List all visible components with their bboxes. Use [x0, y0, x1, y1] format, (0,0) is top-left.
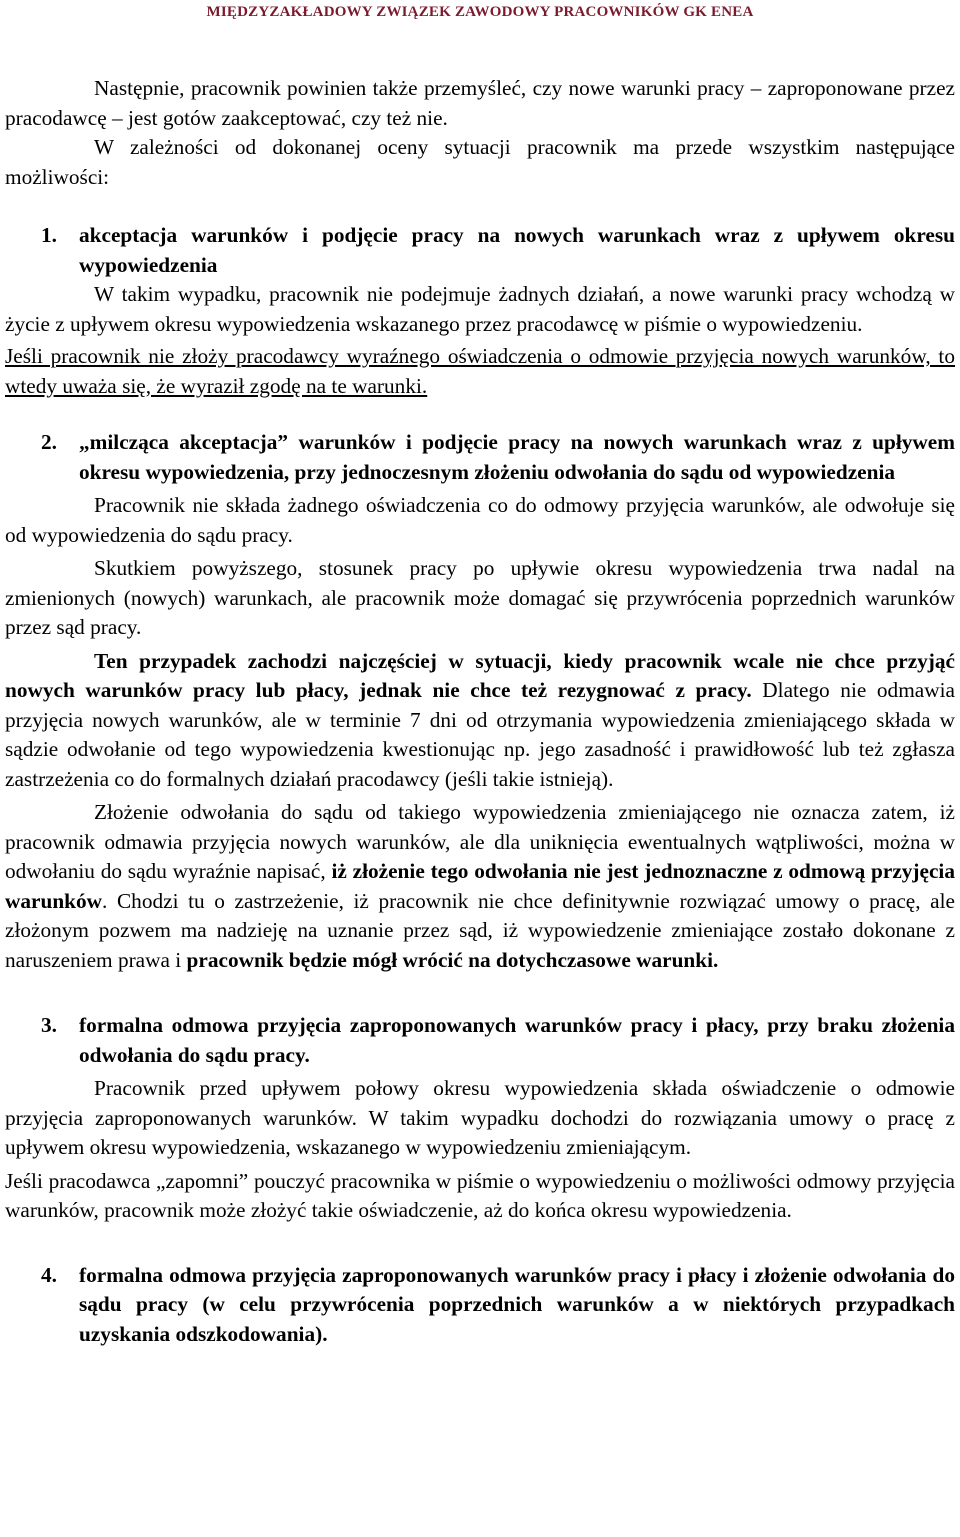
list-item-heading-text: formalna odmowa przyjęcia zaproponowanych warunków pracy i płacy i złożenie odwołania do sądu pracy (w celu przywrócenia poprzednich warunków a w niektórych przypadkach uzyskania odszkodowania). [79, 1262, 955, 1346]
item-3-paragraph-2: Jeśli pracodawca „zapomni” pouczyć pracownika w piśmie o wypowiedzeniu o możliwości odmowy przyjęcia warunków, pracownik może złożyć takie oświadczenie, aż do końca okresu wypowiedzenia. [5, 1168, 955, 1222]
list-item-4-heading [5, 1261, 955, 1350]
list-item-2-heading [5, 428, 955, 487]
intro-paragraph-2: W zależności od dokonanej oceny sytuacji pracownik ma przede wszystkim następujące możliwości: [5, 135, 955, 189]
list-item-heading-text: akceptacja warunków i podjęcie pracy na nowych warunkach wraz z upływem okresu wypowiedzenia [79, 223, 955, 277]
list-item-heading-text: formalna odmowa przyjęcia zaproponowanych warunków pracy i płacy, przy braku złożenia odwołania do sądu pracy. [79, 1013, 955, 1067]
list-item-3-heading [5, 1011, 955, 1070]
item-2-paragraph-3 [5, 647, 955, 795]
document-body [5, 74, 955, 1349]
list-item-number: 1. [41, 223, 57, 247]
item-1-paragraph-1: W takim wypadku, pracownik nie podejmuje żadnych działań, a nowe warunki pracy wchodzą w życie z upływem okresu wypowiedzenia wskazanego przez pracodawcę w piśmie o wypowiedzeniu. [5, 282, 955, 336]
item-1-paragraph-2: Jeśli pracownik nie złoży pracodawcy wyraźnego oświadczenia o odmowie przyjęcia nowych warunków, to wtedy uważa się, że wyraził zgodę na te warunki. [5, 344, 955, 398]
item-2-paragraph-4 [5, 798, 955, 975]
list-item-number: 3. [41, 1013, 57, 1037]
paragraph-text: Dlatego nie odmawia przyjęcia nowych warunków, ale w terminie 7 dni od otrzymania wypowiedzenia zmieniającego składa w sądzie odwołanie od tego wypowiedzenia kwestionując np. jego zasadność i prawidłowość lub też zgłasza zastrzeżenia co do formalnych działań pracodawcy (jeśli takie istnieją). [5, 678, 955, 791]
list-item-number: 4. [41, 1262, 57, 1287]
item-2-paragraph-1: Pracownik nie składa żadnego oświadczenia co do odmowy przyjęcia warunków, ale odwołuje się od wypowiedzenia do sądu pracy. [5, 493, 955, 547]
list-item-1-heading [5, 221, 955, 280]
page-header: MIĘDZYZAKŁADOWY ZWIĄZEK ZAWODOWY PRACOWNIKÓW GK ENEA [206, 4, 754, 20]
list-item-heading-text: „milcząca akceptacja” warunków i podjęcie pracy na nowych warunkach wraz z upływem okresu wypowiedzenia, przy jednoczesnym złożeniu odwołania do sądu od wypowiedzenia [79, 430, 955, 484]
intro-paragraph-1: Następnie, pracownik powinien także przemyśleć, czy nowe warunki pracy – zaproponowane przez pracodawcę – jest gotów zaakceptować, czy też nie. [5, 76, 955, 130]
paragraph-text: Złożenie odwołania do sądu od takiego wypowiedzenia zmieniającego nie oznacza zatem, iż pracownik odmawia przyjęcia nowych warunków, ale dla uniknięcia ewentualnych wątpliwości, można w odwołaniu do sądu wyraźnie napisać, [5, 800, 955, 883]
emphasis-text: pracownik będzie mógł wrócić na dotychczasowe warunki. [186, 947, 719, 972]
item-3-paragraph-1: Pracownik przed upływem połowy okresu wypowiedzenia składa oświadczenie o odmowie przyjęcia zaproponowanych warunków. W takim wypadku dochodzi do rozwiązania umowy o pracę z upływem okresu wypowiedzenia, wskazanego w wypowiedzeniu zmieniającym. [5, 1076, 955, 1159]
emphasis-text: Ten przypadek zachodzi najczęściej w sytuacji, kiedy pracownik wcale nie chce przyjąć nowych warunków pracy lub płacy, jednak nie chce też rezygnować z pracy. [5, 648, 955, 702]
emphasis-text: iż złożenie tego odwołania nie jest jednoznaczne z odmową przyjęcia warunków [5, 859, 955, 913]
paragraph-text: . Chodzi tu o zastrzeżenie, iż pracownik nie chce definitywnie rozwiązać umowy o pracę, ale złożonym pozwem ma nadzieję na uznanie przez sąd, iż wypowiedzenie zmieniające zostało dokonane z naruszeniem prawa i [5, 888, 955, 972]
list-item-number: 2. [41, 430, 57, 454]
item-2-paragraph-2: Skutkiem powyższego, stosunek pracy po upływie okresu wypowiedzenia trwa nadal na zmienionych (nowych) warunkach, ale pracownik może domagać się przywrócenia poprzednich warunków przez sąd pracy. [5, 556, 955, 639]
